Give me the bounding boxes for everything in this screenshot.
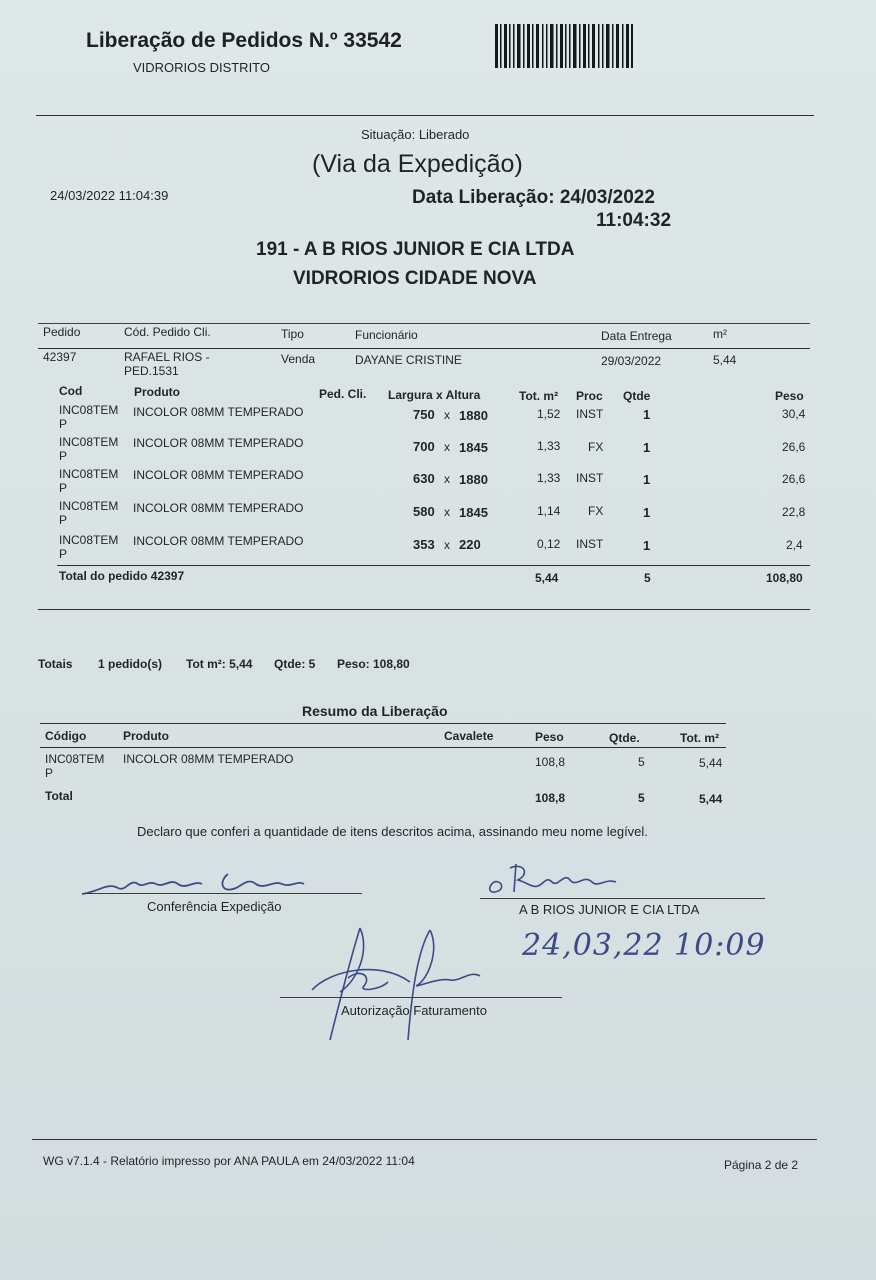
order-header-line [38, 348, 810, 349]
items-col-cod: Cod [59, 384, 83, 398]
item-qtde: 1 [643, 440, 651, 455]
item-produto: INCOLOR 08MM TEMPERADO [133, 501, 304, 515]
order-data-entrega: 29/03/2022 [601, 354, 662, 368]
item-cod: INC08TEM [59, 533, 119, 547]
item-tot-m2: 0,12 [537, 537, 561, 551]
item-peso: 26,6 [782, 472, 806, 486]
order-funcionario: DAYANE CRISTINE [355, 353, 462, 367]
item-proc: INST [576, 407, 604, 421]
item-x: x [444, 505, 450, 519]
signature-autorizacao [300, 920, 500, 1050]
item-produto: INCOLOR 08MM TEMPERADO [133, 436, 304, 450]
footer-page-number: Página 2 de 2 [724, 1158, 799, 1172]
item-tot-m2: 1,33 [537, 439, 561, 453]
item-x: x [444, 472, 450, 486]
item-x: x [444, 440, 450, 454]
autorizacao-label: Autorização Faturamento [341, 1003, 487, 1018]
item-produto: INCOLOR 08MM TEMPERADO [133, 405, 304, 419]
resumo-total-label: Total [45, 789, 73, 803]
autorizacao-line [280, 997, 562, 998]
item-qtde: 1 [643, 472, 651, 487]
situacao: Situação: Liberado [361, 127, 470, 142]
resumo-col-cavalete: Cavalete [444, 729, 494, 743]
items-col-ped-cli: Ped. Cli. [319, 387, 367, 401]
item-cod-suffix: P [59, 513, 68, 527]
order-section-end-line [38, 609, 810, 610]
resumo-row-produto: INCOLOR 08MM TEMPERADO [123, 752, 294, 766]
totais-label: Totais [38, 657, 73, 671]
item-cod-suffix: P [59, 449, 68, 463]
item-altura: 1845 [459, 440, 488, 455]
client-name: 191 - A B RIOS JUNIOR E CIA LTDA [256, 239, 575, 260]
header-divider [36, 115, 814, 116]
document-title: Liberação de Pedidos N.º 33542 [86, 29, 402, 52]
resumo-header-line [40, 747, 726, 748]
declaration-text: Declaro que conferi a quantidade de itens descritos acima, assinando meu nome legível. [137, 824, 648, 839]
items-col-tot-m2: Tot. m² [519, 389, 559, 403]
resumo-row-peso: 108,8 [535, 755, 566, 769]
order-table-top-line [38, 323, 810, 324]
item-altura: 220 [459, 537, 481, 552]
cliente-line [480, 898, 765, 899]
resumo-row-codigo-suffix: P [45, 766, 54, 780]
col-cod-pedido-cli: Cód. Pedido Cli. [124, 325, 211, 339]
resumo-col-peso: Peso [535, 730, 564, 744]
resumo-col-tot-m2: Tot. m² [680, 731, 720, 745]
handwritten-datetime: 24,03,22 10:09 [522, 928, 766, 963]
item-peso: 2,4 [786, 538, 803, 552]
item-largura: 630 [413, 471, 435, 486]
item-peso: 22,8 [782, 505, 806, 519]
item-altura: 1845 [459, 505, 488, 520]
item-x: x [444, 408, 450, 422]
item-cod-suffix: P [59, 417, 68, 431]
item-proc: FX [588, 440, 604, 454]
order-tipo: Venda [281, 352, 316, 366]
order-total-peso: 108,80 [766, 571, 803, 585]
item-qtde: 1 [643, 538, 651, 553]
item-peso: 26,6 [782, 440, 806, 454]
item-largura: 750 [413, 407, 435, 422]
item-cod: INC08TEM [59, 435, 119, 449]
order-pedido: 42397 [43, 350, 77, 364]
footer-print-info: WG v7.1.4 - Relatório impresso por ANA PAULA em 24/03/2022 11:04 [43, 1154, 415, 1168]
resumo-col-produto: Produto [123, 729, 169, 743]
resumo-row-qtde: 5 [638, 755, 645, 769]
item-cod: INC08TEM [59, 499, 119, 513]
signature-cliente [480, 858, 630, 898]
order-m2: 5,44 [713, 353, 737, 367]
order-total-m2: 5,44 [535, 571, 559, 585]
items-total-line [57, 565, 810, 566]
signature-conferencia [78, 862, 318, 902]
item-altura: 1880 [459, 408, 488, 423]
order-cod-cli-2: PED.1531 [124, 364, 179, 378]
resumo-total-peso: 108,8 [535, 791, 566, 805]
item-proc: FX [588, 504, 604, 518]
item-largura: 353 [413, 537, 435, 552]
item-cod-suffix: P [59, 547, 68, 561]
item-tot-m2: 1,14 [537, 504, 561, 518]
totais-qtde: Qtde: 5 [274, 657, 316, 671]
item-qtde: 1 [643, 407, 651, 422]
data-liberacao: Data Liberação: 24/03/2022 [412, 187, 655, 208]
resumo-col-qtde: Qtde. [609, 731, 640, 745]
col-m2: m² [713, 327, 727, 341]
item-cod: INC08TEM [59, 467, 119, 481]
totais-pedidos: 1 pedido(s) [98, 657, 163, 671]
items-col-produto: Produto [134, 385, 180, 399]
order-cod-cli-1: RAFAEL RIOS - [124, 350, 210, 364]
items-col-largura-altura: Largura x Altura [388, 388, 481, 402]
resumo-col-codigo: Código [45, 729, 87, 743]
col-pedido: Pedido [43, 325, 81, 339]
resumo-row-codigo: INC08TEM [45, 752, 105, 766]
item-proc: INST [576, 537, 604, 551]
conferencia-line [82, 893, 362, 894]
order-total-label: Total do pedido 42397 [59, 569, 185, 583]
item-tot-m2: 1,33 [537, 471, 561, 485]
totais-tot-m2: Tot m²: 5,44 [186, 657, 253, 671]
item-qtde: 1 [643, 505, 651, 520]
col-funcionario: Funcionário [355, 328, 418, 342]
print-timestamp: 24/03/2022 11:04:39 [50, 188, 169, 203]
barcode [495, 24, 633, 68]
totais-peso: Peso: 108,80 [337, 657, 410, 671]
item-peso: 30,4 [782, 407, 806, 421]
via-label: (Via da Expedição) [312, 150, 523, 178]
item-produto: INCOLOR 08MM TEMPERADO [133, 468, 304, 482]
footer-line [32, 1139, 817, 1140]
item-largura: 700 [413, 439, 435, 454]
resumo-title: Resumo da Liberação [302, 703, 448, 719]
items-col-qtde: Qtde [623, 389, 651, 403]
resumo-top-line [40, 723, 726, 724]
item-cod: INC08TEM [59, 403, 119, 417]
data-liberacao-time: 11:04:32 [596, 210, 672, 231]
item-tot-m2: 1,52 [537, 407, 561, 421]
resumo-total-tot-m2: 5,44 [699, 792, 723, 806]
item-altura: 1880 [459, 472, 488, 487]
order-total-qtde: 5 [644, 571, 651, 585]
client-store: VIDRORIOS CIDADE NOVA [293, 268, 537, 289]
col-tipo: Tipo [281, 327, 304, 341]
resumo-row-tot-m2: 5,44 [699, 756, 723, 770]
item-x: x [444, 538, 450, 552]
conferencia-label: Conferência Expedição [147, 899, 282, 914]
items-col-proc: Proc [576, 389, 603, 403]
col-data-entrega: Data Entrega [601, 329, 672, 343]
items-col-peso: Peso [775, 389, 804, 403]
item-produto: INCOLOR 08MM TEMPERADO [133, 534, 304, 548]
company-name: VIDRORIOS DISTRITO [133, 60, 270, 75]
resumo-total-qtde: 5 [638, 791, 645, 805]
cliente-label: A B RIOS JUNIOR E CIA LTDA [519, 902, 700, 917]
item-proc: INST [576, 471, 604, 485]
item-largura: 580 [413, 504, 435, 519]
item-cod-suffix: P [59, 481, 68, 495]
